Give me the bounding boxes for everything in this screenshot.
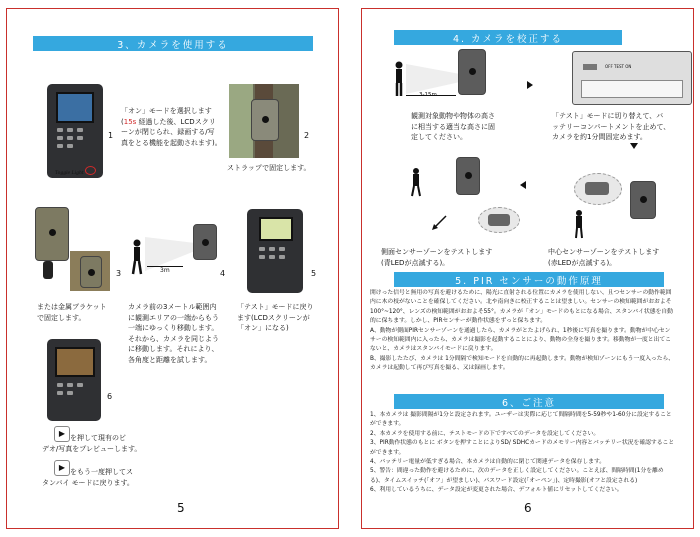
metal-bracket <box>43 261 53 279</box>
section-banner-notes: 6、ご注意 <box>394 394 664 409</box>
distance-label: 3m <box>160 267 170 274</box>
note-item: 5、警告：間違った動作を避けるために、次のデータを正しく設定してください。ことえば、間隔時間(1分を離める)、タイムスイッチ(「オフ」が望ましい)、パスワード設定(「オーペン」)、定時撮影(オフと設定される) <box>370 468 664 484</box>
step-number-4: 4 <box>220 269 226 278</box>
switch-highlight-icon <box>85 166 96 175</box>
button <box>279 247 285 251</box>
step-5-text: 「テスト」モードに戻り ます(LCDスクリーンが 「オン」になる) <box>237 303 314 332</box>
notes-list <box>370 411 676 496</box>
section-banner-pir: 5. PIR センサーの動作原理 <box>394 272 664 287</box>
step-number-1: 1 <box>108 131 114 140</box>
tree-mount-photo <box>229 84 299 158</box>
button <box>67 383 73 387</box>
button <box>259 255 265 259</box>
bracket-mount-photo <box>70 251 110 291</box>
note-item: 3、PIR動作状態のもとに ボタンを押すことによりSD/ SDHCカードのメモリー内容とバッテリー状況を確認することができます。 <box>370 440 675 456</box>
calibration-step-1: 観測対象動物や物体の高さ に相当する適当な高さに固 定してください。 <box>411 112 495 141</box>
camera-open-unit <box>247 209 303 293</box>
step-number-3: 3 <box>116 269 122 278</box>
button <box>77 383 83 387</box>
step-6-text-2: をもう一度押してス タンバイ モードに戻ります。 <box>42 468 134 487</box>
background-foliage <box>229 84 253 158</box>
step-number-6: 6 <box>107 392 113 401</box>
arrow-right-icon <box>527 81 533 89</box>
switch-label: OFF TEST ON <box>605 64 632 69</box>
button <box>57 128 63 132</box>
camera-control-unit <box>47 84 103 178</box>
distance-label: 3-15m <box>419 92 437 98</box>
pir-description <box>370 289 676 374</box>
side-sensor-camera <box>456 157 480 195</box>
arrow-left-icon <box>520 181 526 189</box>
button <box>57 136 63 140</box>
button <box>57 144 63 148</box>
calibration-step-2: 「テスト」モードに切り替えて、バ ッテリーコンパートメントを止めて、 カメラを約1分間固定めます。 <box>552 112 671 141</box>
calibration-step-4: 中心センサーゾーンをテストします (赤LEDが点滅する)。 <box>548 248 660 267</box>
calibration-step-3: 側面センサーゾーンをテストします (青LEDが点滅する)。 <box>381 248 493 267</box>
camo-camera-front <box>35 207 69 261</box>
pir-paragraph: 開けった信号と無用の写真を避けるために、陽光に直射される位置にカメラを使用しない、且つセンサーの動作範囲内に木の枝がないことを確保してください。北や南向きに校正することは望ましい。センサーの検知範囲がおおよそ100°~120°、レンズの検知範囲がおおよそ55°。カメラが「オン」モードのもとになる場合、スタンバイ状態を自動的に保ちます。しかし、PIRセンサーが動作状態をずっと保ちます。 <box>370 290 673 325</box>
button <box>77 136 83 140</box>
brand-label: Toggle Light <box>55 171 84 176</box>
step-4-text: カメラ前の3メートル範囲内 に観測エリアの一端からもう 一端にゆっくり移動します。 それから、カメラを同じよう に移動します。それにより、 各角度と距離を試します。 <box>128 303 219 364</box>
note-item: 6、利用しているうちに、データ設定が変更された場合、デフォルト値にリセットしてください。 <box>370 487 623 494</box>
left-page <box>6 8 339 529</box>
test-camera <box>193 224 217 260</box>
button <box>67 136 73 140</box>
lcd-screen-on <box>259 217 293 241</box>
mounted-camera <box>80 256 102 288</box>
center-sensor-camera <box>630 181 656 219</box>
note-item: 2、本カメラを使用する前に、テストモードの下ですべてのデータを設定してください。 <box>370 430 600 437</box>
step-number-2: 2 <box>304 131 310 140</box>
camera-playback-unit <box>47 339 101 421</box>
standing-person-icon <box>392 61 406 97</box>
button <box>269 255 275 259</box>
center-sensor-zone-diagram <box>574 173 622 205</box>
lcd-playback-screen <box>55 347 95 377</box>
button <box>67 128 73 132</box>
detection-beam-icon <box>406 64 462 94</box>
mounted-trail-camera <box>251 99 279 141</box>
play-button-icon: ▶ <box>54 460 70 476</box>
walking-person-icon <box>128 239 146 275</box>
pir-paragraph: B、撮影したたび、カメラは 1分間隔で検知モードを自動的に再起動します。動物が検知ゾーンにもう一度入ったら、カメラは起動して再び写真を撮る、又は録画します。 <box>370 355 675 372</box>
button <box>279 255 285 259</box>
step-number-5: 5 <box>311 269 317 278</box>
section-banner-calibrate: 4. カメラを校正する <box>394 30 622 45</box>
button <box>269 247 275 251</box>
page-number: 6 <box>524 501 532 515</box>
step-2-text: ストラップで固定します。 <box>227 164 311 172</box>
walking-person-icon <box>409 167 423 197</box>
usb-port <box>583 64 597 70</box>
note-item: 4、バッテリー電量が低すぎる場合、本カメラは自動的に閉じて関連データを保存します。 <box>370 459 606 466</box>
pir-paragraph: A、動物が側面PIRセンサーゾーンを通過したら、カメラがとたよげられ、1秒後に写真を撮ります。動物が中心センサーの検知範囲内に入ったら、カメラは撮影を起動することにより、動物の全身を撮ります。移動物が一度と出てこないと、カメラはスタンバイモードに戻ります。 <box>370 327 671 353</box>
button <box>67 391 73 395</box>
sensor-lens <box>585 182 609 195</box>
direction-arrow-icon <box>432 214 448 230</box>
arrow-down-icon <box>630 143 638 149</box>
walking-person-icon <box>572 209 586 239</box>
step-1-text: 「オン」モードを選択します (15s 経過した後、LCDスクリ ーンが閉じられ、録画する/写 真をとる機能を起動されます)。 <box>121 107 222 147</box>
step-3-text: または金属ブラケット で固定します。 <box>37 303 107 322</box>
lcd-screen <box>56 92 94 123</box>
button <box>77 128 83 132</box>
button <box>67 144 73 148</box>
sensor-zone-diagram <box>478 207 520 233</box>
button <box>57 391 63 395</box>
note-item: 1、本カメラは 撮影間隔が1分と設定されます。ユーザーは実際に応じて間隔時間を5-59秒や1-60分に設定することができます。 <box>370 412 672 428</box>
battery-compartment-image <box>572 51 692 105</box>
button <box>57 383 63 387</box>
sensor-lens <box>488 214 510 226</box>
right-page <box>361 8 694 529</box>
play-button-icon: ▶ <box>54 426 70 442</box>
battery-slot <box>581 80 683 98</box>
button <box>259 247 265 251</box>
page-number: 5 <box>177 501 185 515</box>
calibration-camera <box>458 49 486 95</box>
step-6-text-1: を押して現有のビ デオ/写真をプレビューします。 <box>42 434 142 453</box>
section-banner-use-camera: 3、カメラを使用する <box>33 36 313 51</box>
